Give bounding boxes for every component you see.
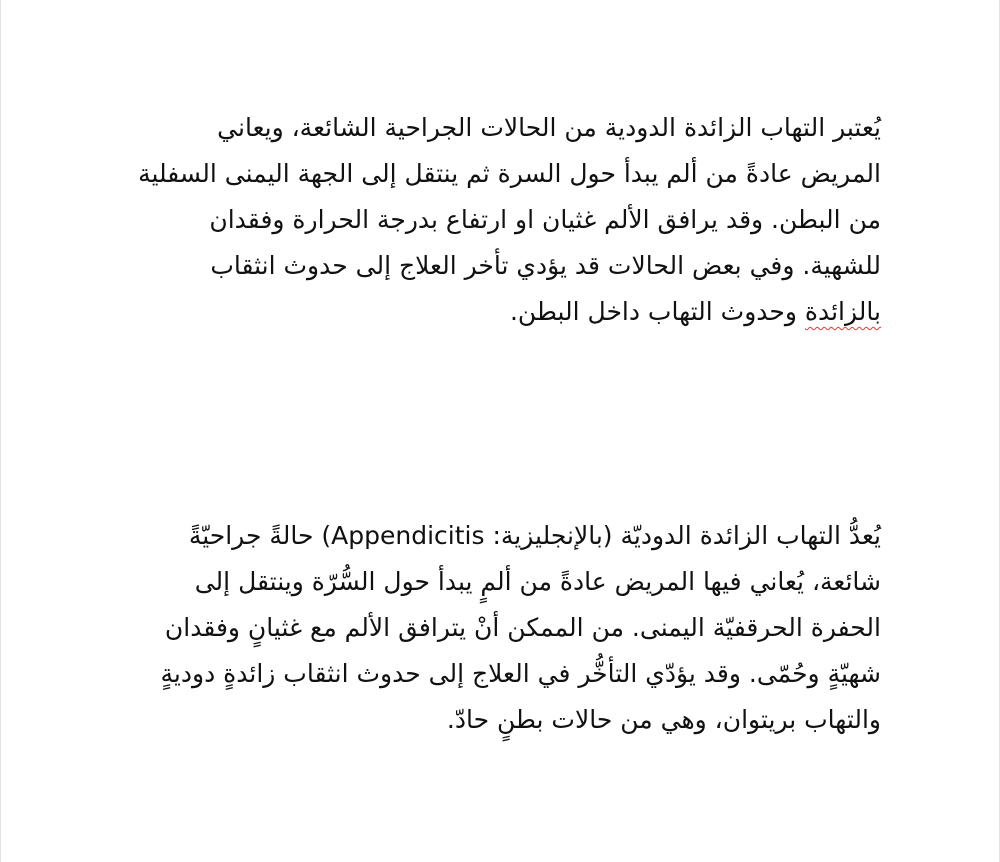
- paragraph-2-line-1: [121, 513, 881, 559]
- paragraph-2-line-1-before: يُعدُّ التهاب الزائدة الدوديّة (بالإنجليزية:: [484, 521, 881, 550]
- paragraph-1-line-4: للشهية. وفي بعض الحالات قد يؤدي تأخر العلاج إلى حدوث انثقاب: [210, 251, 881, 280]
- paragraph-2-line-1-after: ) حالةً جراحيّةً: [188, 521, 332, 550]
- paragraph-1-line-3: من البطن. وقد يرافق الألم غثيان او ارتفاع بدرجة الحرارة وفقدان: [209, 205, 881, 234]
- paragraph-2-line-4: شهيّةٍ وحُمّى. وقد يؤدّي التأخُّر في العلاج إلى حدوث انثقاب زائدةٍ دوديةٍ: [160, 659, 881, 688]
- paragraph-1-line-1: يُعتبر التهاب الزائدة الدودية من الحالات الجراحية الشائعة، ويعاني: [217, 113, 881, 142]
- spellcheck-flagged-word[interactable]: بالزائدة: [804, 297, 881, 326]
- paragraph-1-line-2: المريض عادةً من ألم يبدأ حول السرة ثم ينتقل إلى الجهة اليمنى السفلية: [138, 159, 881, 188]
- paragraph-2-line-5: والتهاب بريتوان، وهي من حالات بطنٍ حادّ.: [446, 705, 881, 734]
- paragraph-1-line-5-rest: وحدوث التهاب داخل البطن.: [509, 297, 805, 326]
- paragraph-2-line-2: شائعة، يُعاني فيها المريض عادةً من ألمٍ يبدأ حول السُّرّة وينتقل إلى: [194, 567, 881, 596]
- paragraph-2-latin-term: Appendicitis: [331, 521, 485, 550]
- paragraph-2: [121, 513, 881, 743]
- paragraph-1: [121, 105, 881, 335]
- paragraph-1-line-5: [121, 289, 881, 335]
- paragraph-2-line-3: الحفرة الحرقفيّة اليمنى. من الممكن أنْ يترافق الألم مع غثيانٍ وفقدان: [164, 613, 881, 642]
